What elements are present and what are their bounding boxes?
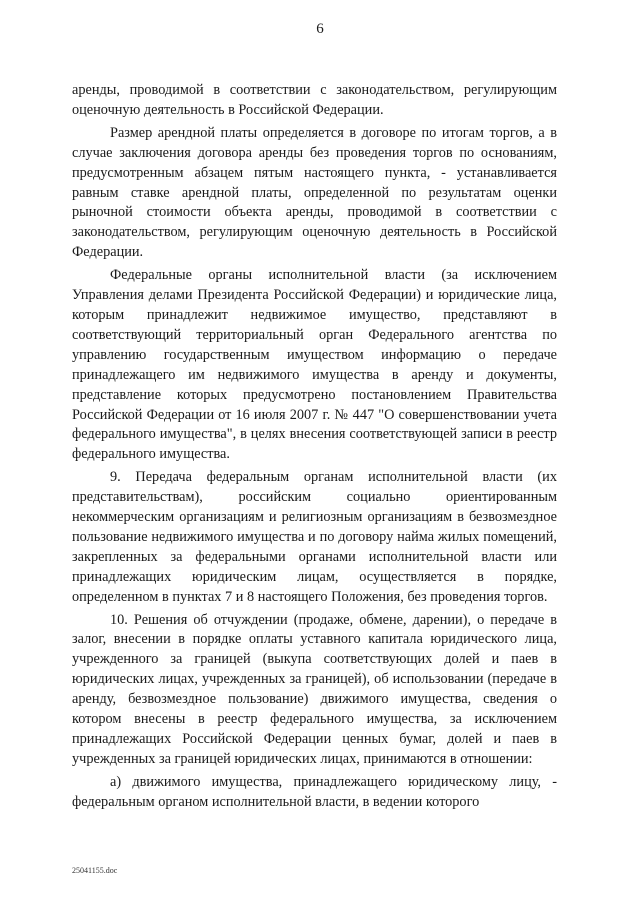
document-body xyxy=(72,81,557,813)
paragraph-item-10: 10. Решения об отчуждении (продаже, обмене, дарении), о передаче в залог, внесении в порядке оплаты уставного капитала юридического лица, учрежденного за границей (выкупа соответствующих долей и паев в юридических лицах, учрежденных за границей), об использовании (передаче в аренду, безвозмездное пользование) движимого имущества, сведения о котором внесены в реестр федерального имущества, за исключением принадлежащих Российской Федерации ценных бумаг, долей и паев в учрежденных за границей юридических лицах, принимаются в отношении: xyxy=(72,611,557,767)
paragraph-rent-amount: Размер арендной платы определяется в договоре по итогам торгов, а в случае заключения договора аренды без проведения торгов по основаниям, предусмотренным абзацем пятым настоящего пункта, - устанавливается равным ставке арендной платы, определенной по результатам оценки рыночной стоимости объекта аренды, проводимой в соответствии с законодательством, регулирующим оценочную деятельность в Российской Федерации. xyxy=(72,124,557,261)
page-number: 6 xyxy=(316,21,324,37)
paragraph-item-9: 9. Передача федеральным органам исполнительной власти (их представительствам), российским социально ориентированным некоммерческим организациям и религиозным организациям в безвозмездное пользование недвижимого имущества и по договору найма жилых помещений, закрепленных за федеральными органами исполнительной власти или принадлежащих юридическим лицам, осуществляется в порядке, определенном в пунктах 7 и 8 настоящего Положения, без проведения торгов. xyxy=(72,469,557,605)
paragraph-continuation: аренды, проводимой в соответствии с законодательством, регулирующим оценочную деятельность в Российской Федерации. xyxy=(72,82,557,118)
paragraph-subitem-a: а) движимого имущества, принадлежащего юридическому лицу, - федеральным органом исполнительной власти, в ведении которого xyxy=(72,773,557,810)
footer-filename: 25041155.doc xyxy=(72,866,118,875)
paragraph-federal-bodies: Федеральные органы исполнительной власти (за исключением Управления делами Президента Российской Федерации) и юридические лица, которым принадлежит недвижимое имущество, представляют в соответствующий территориальный орган Федерального агентства по управлению государственным имуществом информацию о передаче принадлежащего им недвижимого имущества в аренду и документы, представление которых предусмотрено постановлением Правительства Российской Федерации от 16 июля 2007 г. № 447 "О совершенствовании учета федерального имущества", в целях внесения соответствующей записи в реестр федерального имущества. xyxy=(72,267,557,463)
